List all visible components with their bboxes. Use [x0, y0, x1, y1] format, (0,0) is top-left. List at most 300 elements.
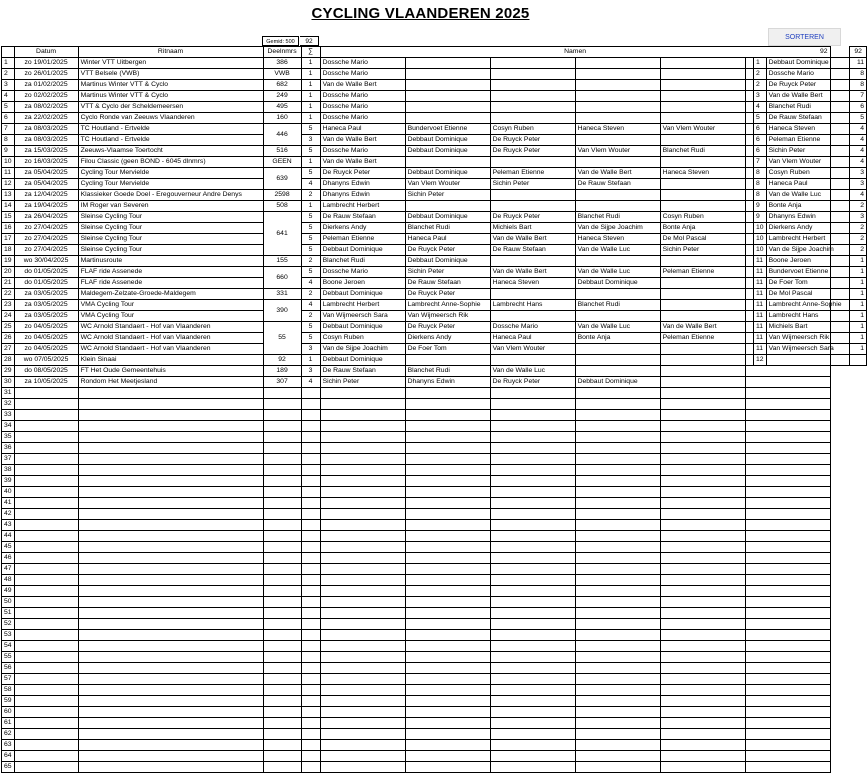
member-name[interactable]: Cosyn Ruben [660, 212, 745, 223]
participant-count[interactable]: 386 [263, 58, 301, 69]
member-name[interactable] [320, 751, 405, 762]
ride-date[interactable]: za 22/02/2025 [14, 113, 78, 124]
participant-count[interactable]: 682 [263, 80, 301, 91]
member-count[interactable]: 5 [301, 146, 320, 157]
participant-count[interactable] [263, 707, 301, 718]
member-name[interactable] [490, 69, 575, 80]
member-name[interactable] [660, 630, 745, 641]
member-name[interactable] [405, 443, 490, 454]
member-name[interactable] [490, 465, 575, 476]
ride-name[interactable] [78, 487, 263, 498]
participant-count[interactable]: 92 [263, 355, 301, 366]
ride-date[interactable]: za 05/04/2025 [14, 168, 78, 179]
ride-name[interactable]: Cycling Tour Mervielde [78, 168, 263, 179]
ride-date[interactable]: zo 27/04/2025 [14, 245, 78, 256]
ride-date[interactable]: za 15/03/2025 [14, 146, 78, 157]
member-name[interactable] [575, 542, 660, 553]
member-name[interactable] [660, 311, 745, 322]
member-name[interactable]: Haneca Paul [320, 124, 405, 135]
ride-date[interactable] [14, 443, 78, 454]
member-name[interactable] [660, 740, 745, 751]
participant-count[interactable] [263, 630, 301, 641]
ride-name[interactable] [78, 476, 263, 487]
member-name[interactable] [660, 685, 745, 696]
ride-date[interactable]: zo 27/04/2025 [14, 223, 78, 234]
member-name[interactable] [490, 575, 575, 586]
member-name[interactable] [490, 80, 575, 91]
member-name[interactable] [575, 619, 660, 630]
member-name[interactable] [660, 300, 745, 311]
member-name[interactable] [745, 608, 830, 619]
member-name[interactable] [490, 498, 575, 509]
member-name[interactable] [745, 685, 830, 696]
participant-count[interactable]: 495 [263, 102, 301, 113]
member-count[interactable] [301, 597, 320, 608]
participant-count[interactable] [263, 564, 301, 575]
ride-date[interactable]: zo 02/02/2025 [14, 91, 78, 102]
ride-name[interactable]: WC Arnold Standaert - Hof van Vlaanderen [78, 344, 263, 355]
ride-name[interactable] [78, 663, 263, 674]
member-name[interactable] [660, 201, 745, 212]
member-name[interactable] [575, 366, 660, 377]
member-name[interactable]: Van de Walle Bert [320, 157, 405, 168]
member-name[interactable] [490, 113, 575, 124]
member-name[interactable] [745, 663, 830, 674]
member-name[interactable] [405, 674, 490, 685]
member-name[interactable]: Lambrecht Herbert [320, 201, 405, 212]
ride-name[interactable] [78, 685, 263, 696]
ride-name[interactable] [78, 641, 263, 652]
member-name[interactable] [490, 696, 575, 707]
ride-date[interactable] [14, 476, 78, 487]
member-count[interactable] [301, 608, 320, 619]
member-name[interactable] [660, 289, 745, 300]
member-name[interactable] [405, 157, 490, 168]
member-name[interactable] [490, 564, 575, 575]
member-count[interactable] [301, 718, 320, 729]
member-count[interactable]: 3 [301, 135, 320, 146]
member-count[interactable]: 2 [301, 311, 320, 322]
member-name[interactable] [575, 443, 660, 454]
member-name[interactable] [320, 718, 405, 729]
ride-date[interactable]: zo 04/05/2025 [14, 344, 78, 355]
member-name[interactable]: Michiels Bart [490, 223, 575, 234]
participant-count[interactable]: 639 [263, 168, 301, 190]
member-name[interactable] [745, 432, 830, 443]
member-name[interactable] [320, 421, 405, 432]
member-name[interactable] [745, 542, 830, 553]
member-count[interactable] [301, 542, 320, 553]
member-name[interactable]: Van Wijmeersch Rik [405, 311, 490, 322]
member-count[interactable] [301, 674, 320, 685]
ride-date[interactable] [14, 751, 78, 762]
participant-count[interactable] [263, 740, 301, 751]
member-name[interactable] [660, 564, 745, 575]
member-name[interactable]: Haneca Paul [490, 333, 575, 344]
ride-date[interactable] [14, 696, 78, 707]
member-name[interactable] [320, 674, 405, 685]
member-name[interactable] [575, 498, 660, 509]
member-count[interactable]: 5 [301, 322, 320, 333]
member-name[interactable] [575, 388, 660, 399]
ride-name[interactable] [78, 542, 263, 553]
member-name[interactable] [405, 652, 490, 663]
member-name[interactable] [490, 443, 575, 454]
member-name[interactable] [745, 465, 830, 476]
member-name[interactable] [575, 718, 660, 729]
member-name[interactable] [660, 729, 745, 740]
member-name[interactable]: De Ruyck Peter [320, 168, 405, 179]
participant-count[interactable] [263, 718, 301, 729]
participant-count[interactable]: 2598 [263, 190, 301, 201]
member-name[interactable]: Dhanyns Edwin [405, 377, 490, 388]
member-name[interactable] [405, 465, 490, 476]
member-name[interactable] [745, 707, 830, 718]
ride-name[interactable]: Zeeuws-Vlaamse Toertocht [78, 146, 263, 157]
member-count[interactable]: 2 [301, 289, 320, 300]
member-name[interactable]: De Rauw Stefaan [575, 179, 660, 190]
participant-count[interactable] [263, 696, 301, 707]
member-name[interactable] [405, 432, 490, 443]
ride-name[interactable]: TC Houtland - Ertvelde [78, 135, 263, 146]
member-name[interactable]: Van Vlem Wouter [405, 179, 490, 190]
ride-date[interactable] [14, 509, 78, 520]
participant-count[interactable] [263, 685, 301, 696]
member-name[interactable] [660, 157, 745, 168]
member-name[interactable] [660, 113, 745, 124]
member-name[interactable] [405, 476, 490, 487]
member-count[interactable]: 5 [301, 234, 320, 245]
member-name[interactable]: Peleman Etienne [660, 333, 745, 344]
member-count[interactable] [301, 652, 320, 663]
member-count[interactable] [301, 663, 320, 674]
member-name[interactable] [320, 663, 405, 674]
member-name[interactable] [405, 553, 490, 564]
ride-name[interactable] [78, 652, 263, 663]
member-name[interactable] [575, 564, 660, 575]
member-name[interactable] [490, 487, 575, 498]
ride-name[interactable] [78, 399, 263, 410]
member-name[interactable]: Bundervoet Etienne [405, 124, 490, 135]
member-name[interactable] [660, 586, 745, 597]
member-name[interactable]: Bonte Anja [660, 223, 745, 234]
ride-date[interactable] [14, 597, 78, 608]
participant-count[interactable]: 189 [263, 366, 301, 377]
member-name[interactable]: Blanchet Rudi [405, 366, 490, 377]
member-name[interactable] [575, 729, 660, 740]
participant-count[interactable] [263, 454, 301, 465]
participant-count[interactable] [263, 531, 301, 542]
ride-name[interactable] [78, 586, 263, 597]
member-name[interactable] [745, 454, 830, 465]
member-name[interactable]: Debbaut Dominique [405, 256, 490, 267]
member-name[interactable] [660, 454, 745, 465]
member-name[interactable]: Van de Walle Bert [490, 234, 575, 245]
member-name[interactable] [405, 509, 490, 520]
member-name[interactable] [575, 608, 660, 619]
member-count[interactable] [301, 476, 320, 487]
member-name[interactable] [490, 652, 575, 663]
member-name[interactable] [490, 289, 575, 300]
participant-count[interactable]: GEEN [263, 157, 301, 168]
member-name[interactable] [320, 630, 405, 641]
member-name[interactable] [660, 278, 745, 289]
member-name[interactable] [405, 201, 490, 212]
ride-name[interactable]: FT Het Oude Gemeentehuis [78, 366, 263, 377]
member-name[interactable] [320, 498, 405, 509]
member-name[interactable] [575, 410, 660, 421]
ride-name[interactable] [78, 509, 263, 520]
ride-date[interactable]: zo 04/05/2025 [14, 333, 78, 344]
member-name[interactable] [660, 641, 745, 652]
participant-count[interactable] [263, 619, 301, 630]
member-name[interactable]: Haneca Paul [405, 234, 490, 245]
member-name[interactable] [660, 498, 745, 509]
member-name[interactable] [660, 58, 745, 69]
ride-date[interactable] [14, 575, 78, 586]
ride-date[interactable] [14, 663, 78, 674]
ride-name[interactable]: Maldegem-Zelzate-Groede-Maldegem [78, 289, 263, 300]
member-count[interactable]: 1 [301, 91, 320, 102]
participant-count[interactable] [263, 641, 301, 652]
participant-count[interactable] [263, 762, 301, 773]
member-name[interactable] [660, 707, 745, 718]
member-name[interactable] [490, 58, 575, 69]
member-name[interactable] [490, 421, 575, 432]
member-name[interactable] [745, 564, 830, 575]
member-name[interactable]: Dierkens Andy [405, 333, 490, 344]
member-name[interactable]: Van de Walle Bert [320, 80, 405, 91]
member-name[interactable]: Cosyn Ruben [320, 333, 405, 344]
member-name[interactable] [575, 91, 660, 102]
member-name[interactable] [660, 762, 745, 773]
member-name[interactable] [660, 388, 745, 399]
member-name[interactable] [660, 520, 745, 531]
participant-count[interactable] [263, 476, 301, 487]
member-name[interactable] [575, 762, 660, 773]
member-name[interactable] [405, 586, 490, 597]
participant-count[interactable] [263, 729, 301, 740]
member-name[interactable]: Van de Walle Luc [575, 267, 660, 278]
ride-date[interactable] [14, 399, 78, 410]
member-name[interactable] [660, 608, 745, 619]
member-name[interactable] [745, 630, 830, 641]
ride-date[interactable] [14, 553, 78, 564]
member-name[interactable] [575, 575, 660, 586]
ride-date[interactable] [14, 388, 78, 399]
participant-count[interactable]: 508 [263, 201, 301, 212]
ride-date[interactable]: za 10/05/2025 [14, 377, 78, 388]
member-name[interactable] [490, 586, 575, 597]
member-name[interactable] [660, 575, 745, 586]
ride-name[interactable]: FLAF ride Assenede [78, 278, 263, 289]
ride-name[interactable] [78, 432, 263, 443]
participant-count[interactable]: 307 [263, 377, 301, 388]
member-count[interactable]: 3 [301, 344, 320, 355]
member-name[interactable] [660, 102, 745, 113]
member-name[interactable]: Dossche Mario [320, 58, 405, 69]
member-name[interactable] [745, 641, 830, 652]
member-name[interactable] [405, 685, 490, 696]
ride-name[interactable] [78, 729, 263, 740]
member-name[interactable] [320, 465, 405, 476]
member-name[interactable]: Cosyn Ruben [490, 124, 575, 135]
ride-name[interactable] [78, 630, 263, 641]
ride-date[interactable]: za 01/02/2025 [14, 80, 78, 91]
ride-date[interactable]: za 03/05/2025 [14, 289, 78, 300]
member-name[interactable] [405, 542, 490, 553]
member-name[interactable] [745, 487, 830, 498]
member-name[interactable] [405, 69, 490, 80]
member-name[interactable] [745, 619, 830, 630]
member-count[interactable]: 1 [301, 355, 320, 366]
member-name[interactable] [745, 410, 830, 421]
member-name[interactable] [320, 454, 405, 465]
member-name[interactable] [575, 399, 660, 410]
member-name[interactable] [320, 443, 405, 454]
member-name[interactable] [660, 597, 745, 608]
member-name[interactable]: De Ruyck Peter [405, 289, 490, 300]
ride-name[interactable]: WC Arnold Standaert - Hof van Vlaanderen [78, 333, 263, 344]
member-name[interactable] [745, 597, 830, 608]
ride-name[interactable] [78, 718, 263, 729]
member-name[interactable] [405, 113, 490, 124]
member-name[interactable] [660, 465, 745, 476]
ride-name[interactable] [78, 531, 263, 542]
ride-date[interactable]: zo 16/03/2025 [14, 157, 78, 168]
member-count[interactable]: 4 [301, 300, 320, 311]
member-count[interactable] [301, 641, 320, 652]
member-name[interactable]: Van de Walle Luc [490, 366, 575, 377]
member-name[interactable]: Peleman Etienne [490, 168, 575, 179]
member-name[interactable] [405, 58, 490, 69]
member-name[interactable] [490, 553, 575, 564]
member-name[interactable] [320, 509, 405, 520]
member-count[interactable] [301, 685, 320, 696]
member-name[interactable] [745, 652, 830, 663]
member-name[interactable]: De Rauw Stefaan [490, 245, 575, 256]
member-name[interactable] [490, 410, 575, 421]
member-name[interactable] [405, 410, 490, 421]
member-name[interactable] [490, 454, 575, 465]
participant-count[interactable] [263, 652, 301, 663]
member-name[interactable] [745, 520, 830, 531]
ride-name[interactable] [78, 597, 263, 608]
member-name[interactable] [405, 619, 490, 630]
member-name[interactable] [320, 652, 405, 663]
member-name[interactable]: Van de Walle Bert [575, 168, 660, 179]
member-name[interactable]: Blanchet Rudi [575, 300, 660, 311]
participant-count[interactable] [263, 597, 301, 608]
member-count[interactable] [301, 498, 320, 509]
member-name[interactable] [660, 190, 745, 201]
member-name[interactable]: Dossche Mario [320, 113, 405, 124]
member-name[interactable] [320, 388, 405, 399]
member-name[interactable] [490, 674, 575, 685]
participant-count[interactable]: 331 [263, 289, 301, 300]
member-name[interactable]: Blanchet Rudi [405, 223, 490, 234]
ride-date[interactable] [14, 421, 78, 432]
member-name[interactable] [320, 597, 405, 608]
member-name[interactable] [405, 454, 490, 465]
member-count[interactable]: 5 [301, 223, 320, 234]
member-name[interactable] [660, 553, 745, 564]
member-name[interactable] [575, 201, 660, 212]
member-name[interactable]: Van de Sijpe Joachim [575, 223, 660, 234]
ride-date[interactable]: za 03/05/2025 [14, 311, 78, 322]
member-name[interactable]: Sichin Peter [660, 245, 745, 256]
member-name[interactable]: Dossche Mario [490, 322, 575, 333]
ride-date[interactable]: do 01/05/2025 [14, 278, 78, 289]
member-name[interactable] [405, 388, 490, 399]
member-name[interactable] [490, 520, 575, 531]
member-name[interactable] [490, 641, 575, 652]
member-count[interactable] [301, 487, 320, 498]
member-name[interactable] [320, 553, 405, 564]
ride-name[interactable]: WC Arnold Standaert - Hof van Vlaanderen [78, 322, 263, 333]
participant-count[interactable] [263, 465, 301, 476]
member-name[interactable] [575, 69, 660, 80]
member-name[interactable]: Bonte Anja [575, 333, 660, 344]
member-name[interactable] [660, 366, 745, 377]
member-count[interactable]: 2 [301, 256, 320, 267]
participant-count[interactable] [263, 410, 301, 421]
member-name[interactable] [575, 531, 660, 542]
member-name[interactable] [745, 476, 830, 487]
member-name[interactable] [745, 575, 830, 586]
member-name[interactable] [575, 586, 660, 597]
ride-name[interactable]: Rondom Het Meetjesland [78, 377, 263, 388]
ride-name[interactable] [78, 564, 263, 575]
member-name[interactable] [405, 102, 490, 113]
member-name[interactable] [575, 641, 660, 652]
member-name[interactable] [745, 509, 830, 520]
participant-count[interactable] [263, 542, 301, 553]
member-name[interactable] [660, 135, 745, 146]
ride-date[interactable] [14, 465, 78, 476]
member-name[interactable]: Boone Jeroen [320, 278, 405, 289]
member-name[interactable] [490, 762, 575, 773]
ride-date[interactable] [14, 564, 78, 575]
ride-date[interactable] [14, 674, 78, 685]
member-name[interactable] [405, 696, 490, 707]
member-name[interactable] [405, 608, 490, 619]
member-name[interactable] [745, 421, 830, 432]
ride-name[interactable]: Martinusroute [78, 256, 263, 267]
member-name[interactable]: Debbaut Dominique [320, 245, 405, 256]
member-name[interactable]: Van Wijmeersch Sara [320, 311, 405, 322]
member-name[interactable] [575, 80, 660, 91]
participant-count[interactable] [263, 751, 301, 762]
member-count[interactable]: 1 [301, 102, 320, 113]
ride-name[interactable] [78, 740, 263, 751]
participant-count[interactable]: 660 [263, 267, 301, 289]
member-name[interactable] [490, 685, 575, 696]
member-name[interactable]: Haneca Steven [575, 234, 660, 245]
member-name[interactable] [405, 597, 490, 608]
member-name[interactable] [575, 630, 660, 641]
ride-date[interactable]: zo 26/01/2025 [14, 69, 78, 80]
member-name[interactable] [490, 102, 575, 113]
member-name[interactable] [660, 410, 745, 421]
ride-date[interactable] [14, 729, 78, 740]
member-name[interactable] [320, 410, 405, 421]
member-name[interactable] [660, 542, 745, 553]
member-name[interactable]: Debbaut Dominique [405, 168, 490, 179]
ride-date[interactable] [14, 520, 78, 531]
member-name[interactable]: Dossche Mario [320, 102, 405, 113]
member-name[interactable] [745, 751, 830, 762]
